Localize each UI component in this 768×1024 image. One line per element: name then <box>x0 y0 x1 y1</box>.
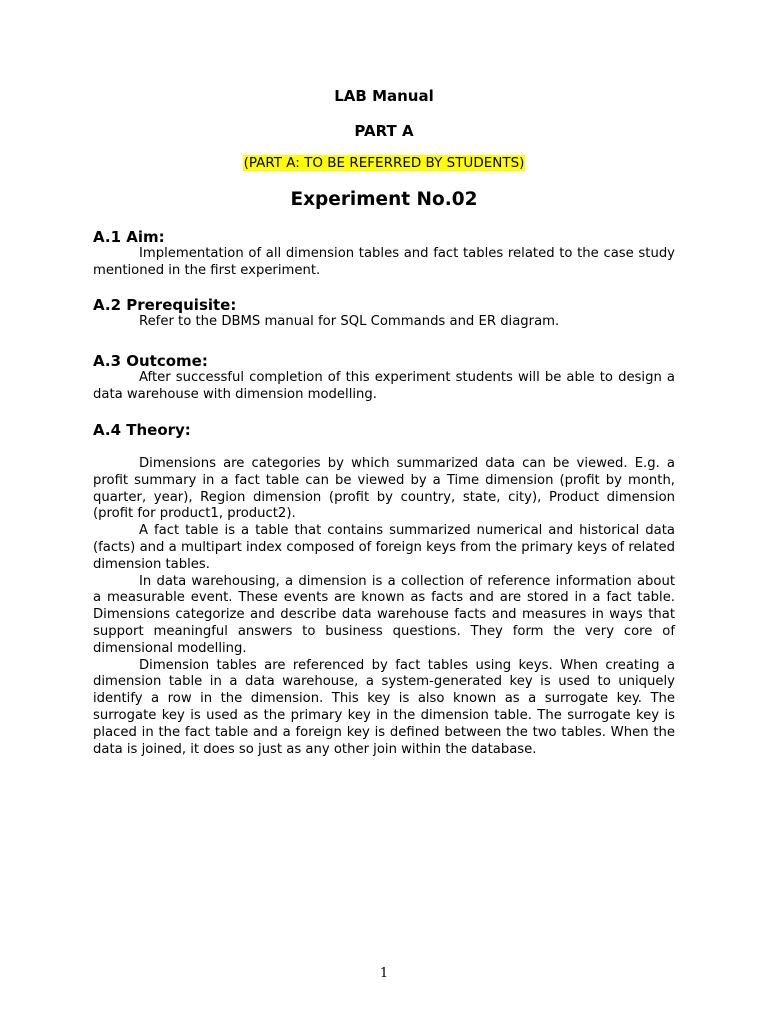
theory-paragraph: A fact table is a table that contains summarized numerical and historical data (facts) and a multipart index composed of foreign keys from the primary keys of related dimension tables. <box>93 523 675 572</box>
prerequisite-text: Refer to the DBMS manual for SQL Commands and ER diagram. <box>139 314 560 329</box>
highlighted-note: (PART A: TO BE REFERRED BY STUDENTS) <box>243 155 525 171</box>
part-heading: PART A <box>354 122 414 140</box>
section-theory <box>93 421 675 758</box>
part-note <box>0 155 768 171</box>
outcome-heading: A.3 Outcome: <box>93 352 208 370</box>
section-outcome <box>93 352 675 404</box>
experiment-title: Experiment No.02 <box>290 189 478 210</box>
manual-title: LAB Manual <box>334 87 434 105</box>
aim-heading: A.1 Aim: <box>93 228 165 246</box>
theory-heading: A.4 Theory: <box>93 421 191 439</box>
page-number: 1 <box>379 966 389 981</box>
outcome-text: After successful completion of this experiment students will be able to design a data warehouse with dimension modelling. <box>93 370 675 402</box>
prerequisite-heading: A.2 Prerequisite: <box>93 296 237 314</box>
section-prerequisite <box>93 296 675 331</box>
section-aim <box>93 228 675 280</box>
theory-paragraph: Dimension tables are referenced by fact tables using keys. When creating a dimension table in a data warehouse, a system-generated key is used to uniquely identify a row in the dimension. This key is also known as a surrogate key. The surrogate key is used as the primary key in the dimension table. The surrogate key is placed in the fact table and a foreign key is defined between the two tables. When the data is joined, it does so just as any other join within the database. <box>93 657 675 757</box>
theory-paragraph: Dimensions are categories by which summarized data can be viewed. E.g. a profit summary in a fact table can be viewed by a Time dimension (profit by month, quarter, year), Region dimension (profit by country, state, city), Product dimension (profit for product1, product2). <box>93 456 675 522</box>
aim-text: Implementation of all dimension tables and fact tables related to the case study mentioned in the first experiment. <box>93 246 675 278</box>
theory-paragraph: In data warehousing, a dimension is a collection of reference information about a measurable event. These events are known as facts and are stored in a fact table. Dimensions categorize and describe data warehouse facts and measures in ways that support meaningful answers to business questions. They form the very core of dimensional modelling. <box>93 573 675 656</box>
theory-body <box>93 456 675 758</box>
